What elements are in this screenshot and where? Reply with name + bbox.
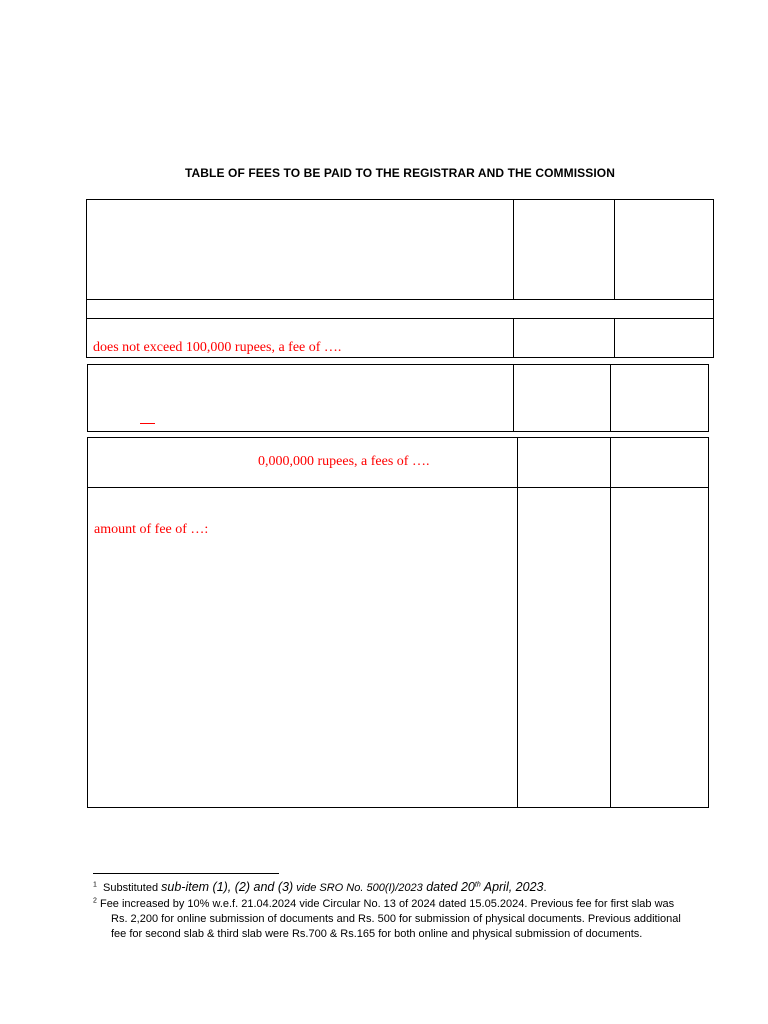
- page-title: TABLE OF FEES TO BE PAID TO THE REGISTRAR AND THE COMMISSION: [184, 166, 616, 180]
- fee-slab-3-text: 0,000,000 rupees, a fees of ….: [258, 454, 430, 469]
- footnote-line: fee for second slab & third slab were Rs.700 & Rs.165 for both online and physical submission of documents.: [111, 928, 643, 940]
- table-column-divider: [610, 364, 611, 432]
- table-rule: [86, 318, 714, 319]
- footnote-marker: 1: [93, 881, 97, 889]
- table-rule: [87, 487, 709, 488]
- footnote-marker: 2: [93, 897, 97, 905]
- footnote-italic: April, 2023: [480, 880, 544, 894]
- footnote-italic: vide SRO No. 500(I)/2023: [293, 882, 423, 894]
- footnote-line: Rs. 2,200 for online submission of documents and Rs. 500 for submission of physical documents. Previous additional: [111, 913, 681, 925]
- footnote-text: Substituted: [103, 882, 162, 894]
- table-column-divider: [513, 364, 514, 432]
- table-column-divider: [614, 199, 615, 299]
- additional-fee-text: amount of fee of …:: [94, 522, 209, 537]
- table-column-divider: [513, 318, 514, 358]
- footnote-italic: sub-item (1), (2) and (3): [161, 880, 294, 894]
- table-column-divider: [614, 318, 615, 358]
- footnote-1: [93, 880, 753, 896]
- footnote-italic: dated 20: [422, 880, 475, 894]
- fee-table-block-3: [87, 437, 709, 808]
- footnote-line: Fee increased by 10% w.e.f. 21.04.2024 vide Circular No. 13 of 2024 dated 15.05.2024. Previous fee for first slab was: [99, 898, 675, 910]
- table-column-divider: [610, 437, 611, 808]
- fee-table-block-1: [86, 199, 714, 358]
- table-column-divider: [517, 437, 518, 808]
- table-column-divider: [513, 199, 514, 299]
- fee-table-block-2: [87, 364, 709, 432]
- footnote-2: [93, 897, 763, 942]
- red-dash-mark: [140, 423, 155, 424]
- footnote-superscript: th: [474, 881, 481, 889]
- footnote-text: .: [543, 882, 547, 894]
- table-rule: [86, 299, 714, 300]
- fee-slab-1-text: does not exceed 100,000 rupees, a fee of ….: [93, 340, 342, 355]
- footnote-separator: [93, 873, 279, 874]
